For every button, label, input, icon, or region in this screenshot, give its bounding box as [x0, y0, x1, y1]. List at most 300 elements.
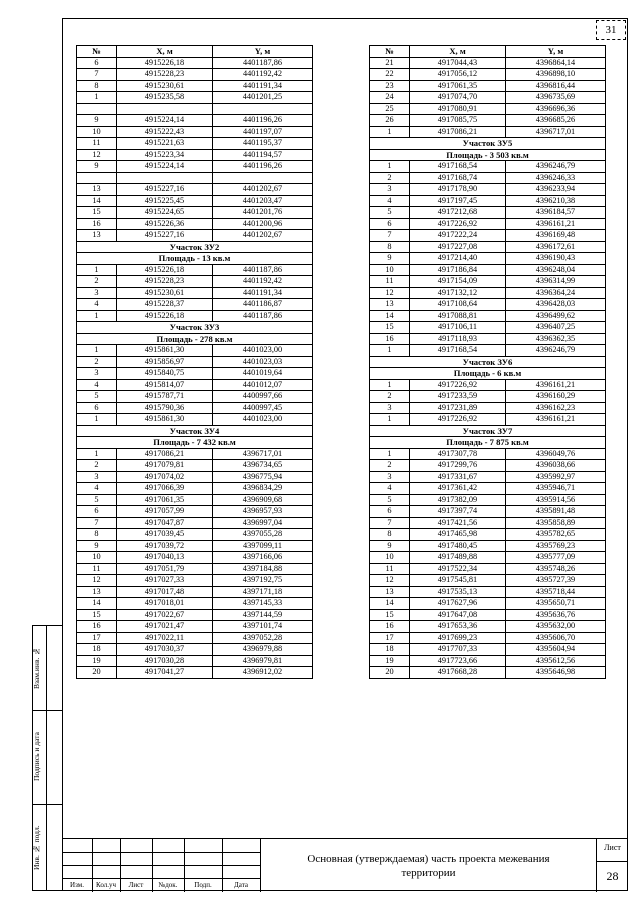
point-number-cell: 15 [77, 609, 117, 621]
table-row [77, 483, 313, 495]
x-coord-cell: 4917707,33 [410, 644, 506, 656]
x-coord-cell: 4915224,14 [117, 115, 213, 127]
sheet-box [596, 839, 628, 892]
section-row [370, 149, 606, 161]
table-row [77, 529, 313, 541]
x-coord-cell: 4917212,68 [410, 207, 506, 219]
x-coord-cell: 4915230,61 [117, 287, 213, 299]
y-coord-cell: 4401023,00 [213, 414, 313, 426]
y-coord-cell: 4396364,24 [506, 287, 606, 299]
x-coord-cell: 4917022,11 [117, 632, 213, 644]
table-row [77, 621, 313, 633]
y-coord-cell: 4396997,04 [213, 517, 313, 529]
y-coord-cell: 4401186,87 [213, 299, 313, 311]
x-coord-cell: 4915225,45 [117, 195, 213, 207]
y-coord-cell: 4397184,88 [213, 563, 313, 575]
table-row [77, 80, 313, 92]
table-row [77, 92, 313, 104]
x-coord-cell: 4917545,81 [410, 575, 506, 587]
table-row [77, 517, 313, 529]
point-number-cell: 4 [77, 483, 117, 495]
y-coord-cell: 4396912,02 [213, 667, 313, 679]
y-coord-cell: 4400997,66 [213, 391, 313, 403]
table-row [77, 414, 313, 426]
y-coord-cell: 4395777,09 [506, 552, 606, 564]
table-row [370, 586, 606, 598]
table-body-right [370, 57, 606, 678]
point-number-cell: 13 [370, 586, 410, 598]
coords-table-right [369, 45, 606, 679]
section-heading: Площадь - 3 503 кв.м [370, 149, 606, 161]
point-number-cell: 9 [77, 540, 117, 552]
x-coord-cell: 4917085,75 [410, 115, 506, 127]
point-number-cell: 10 [77, 126, 117, 138]
x-coord-cell: 4917118,93 [410, 333, 506, 345]
x-coord-cell: 4917186,84 [410, 264, 506, 276]
table-row [77, 368, 313, 380]
col-label: №док. [158, 881, 178, 889]
table-row [77, 161, 313, 173]
y-coord-cell: 4401195,37 [213, 138, 313, 150]
section-row [370, 437, 606, 449]
table-row [77, 391, 313, 403]
table-row [370, 184, 606, 196]
x-coord-cell: 4917627,96 [410, 598, 506, 610]
section-heading: Площадь - 7 875 кв.м [370, 437, 606, 449]
x-coord-cell [117, 103, 213, 115]
y-coord-cell: 4395646,98 [506, 667, 606, 679]
x-coord-cell: 4917307,78 [410, 448, 506, 460]
x-coord-cell: 4917331,67 [410, 471, 506, 483]
table-row [370, 287, 606, 299]
y-coord-cell: 4401192,42 [213, 276, 313, 288]
table-row [370, 57, 606, 69]
y-coord-cell: 4401019,64 [213, 368, 313, 380]
y-coord-cell: 4395946,71 [506, 483, 606, 495]
table-row [77, 460, 313, 472]
point-number-cell: 9 [77, 161, 117, 173]
y-coord-cell: 4397099,11 [213, 540, 313, 552]
y-coord-cell: 4396717,01 [213, 448, 313, 460]
point-number-cell: 16 [370, 621, 410, 633]
table-row [370, 632, 606, 644]
x-coord-cell [117, 172, 213, 184]
x-coord-cell: 4917226,92 [410, 414, 506, 426]
x-coord-cell: 4915223,34 [117, 149, 213, 161]
x-coord-cell: 4917086,21 [410, 126, 506, 138]
x-coord-cell: 4915228,23 [117, 276, 213, 288]
x-coord-cell: 4917480,45 [410, 540, 506, 552]
y-coord-cell: 4396717,01 [506, 126, 606, 138]
x-coord-cell: 4917231,89 [410, 402, 506, 414]
table-row [77, 379, 313, 391]
sheet-label: Лист [604, 843, 621, 852]
y-coord-cell [213, 103, 313, 115]
point-number-cell: 18 [77, 644, 117, 656]
y-coord-cell: 4396246,79 [506, 161, 606, 173]
section-row [370, 356, 606, 368]
point-number-cell: 1 [77, 448, 117, 460]
y-coord-cell: 4396816,44 [506, 80, 606, 92]
point-number-cell: 6 [370, 218, 410, 230]
y-coord-cell: 4401196,26 [213, 115, 313, 127]
title-block [62, 838, 628, 891]
side-stamp [32, 625, 62, 891]
y-coord-cell: 4401192,42 [213, 69, 313, 81]
y-coord-cell: 4397101,74 [213, 621, 313, 633]
point-number-cell: 9 [77, 115, 117, 127]
table-row [77, 345, 313, 357]
x-coord-cell: 4917041,27 [117, 667, 213, 679]
point-number-cell: 13 [77, 586, 117, 598]
point-number-cell: 2 [77, 276, 117, 288]
y-coord-cell: 4395636,76 [506, 609, 606, 621]
x-coord-cell: 4917039,72 [117, 540, 213, 552]
table-row [370, 92, 606, 104]
title-block-grid [62, 839, 260, 892]
table-row [370, 241, 606, 253]
point-number-cell: 6 [77, 57, 117, 69]
table-row [77, 207, 313, 219]
table-row [370, 598, 606, 610]
table-row [370, 230, 606, 242]
point-number-cell: 8 [77, 80, 117, 92]
x-coord-cell: 4915230,61 [117, 80, 213, 92]
table-row [370, 276, 606, 288]
x-coord-cell: 4917168,54 [410, 345, 506, 357]
y-coord-cell: 4396734,65 [213, 460, 313, 472]
point-number-cell: 1 [370, 448, 410, 460]
y-coord-cell [213, 172, 313, 184]
table-row [77, 172, 313, 184]
y-coord-cell: 4396834,29 [213, 483, 313, 495]
x-coord-cell: 4915224,14 [117, 161, 213, 173]
table-row [77, 575, 313, 587]
table-row [370, 540, 606, 552]
x-coord-cell: 4917017,48 [117, 586, 213, 598]
table-row [77, 69, 313, 81]
y-coord-cell: 4395718,44 [506, 586, 606, 598]
section-heading: Участок ЗУ6 [370, 356, 606, 368]
point-number-cell: 10 [77, 552, 117, 564]
y-coord-cell: 4396169,48 [506, 230, 606, 242]
x-coord-cell: 4917178,90 [410, 184, 506, 196]
section-heading: Участок ЗУ5 [370, 138, 606, 150]
y-coord-cell: 4396864,14 [506, 57, 606, 69]
point-number-cell: 12 [77, 149, 117, 161]
y-coord-cell: 4396162,23 [506, 402, 606, 414]
y-coord-cell: 4396210,38 [506, 195, 606, 207]
table-row [370, 310, 606, 322]
point-number-cell: 3 [77, 471, 117, 483]
y-coord-cell: 4395858,89 [506, 517, 606, 529]
y-coord-cell: 4401196,26 [213, 161, 313, 173]
table-row [77, 598, 313, 610]
point-number-cell: 12 [370, 287, 410, 299]
x-coord-cell: 4917227,08 [410, 241, 506, 253]
y-coord-cell: 4397055,28 [213, 529, 313, 541]
y-coord-cell: 4395612,56 [506, 655, 606, 667]
x-coord-cell: 4917382,09 [410, 494, 506, 506]
x-coord-cell: 4915787,71 [117, 391, 213, 403]
x-coord-cell: 4917214,40 [410, 253, 506, 265]
y-coord-cell: 4396957,93 [213, 506, 313, 518]
y-coord-cell: 4395782,65 [506, 529, 606, 541]
point-number-cell: 17 [77, 632, 117, 644]
y-coord-cell: 4396049,76 [506, 448, 606, 460]
table-row [77, 184, 313, 196]
y-coord-cell: 4395606,70 [506, 632, 606, 644]
point-number-cell: 8 [77, 529, 117, 541]
table-row [370, 402, 606, 414]
y-coord-cell: 4397144,59 [213, 609, 313, 621]
table-row [370, 345, 606, 357]
table-row [370, 253, 606, 265]
x-coord-cell: 4917222,24 [410, 230, 506, 242]
table-row [370, 299, 606, 311]
point-number-cell: 2 [370, 391, 410, 403]
y-coord-cell: 4396735,69 [506, 92, 606, 104]
y-coord-cell: 4396161,21 [506, 379, 606, 391]
y-coord-cell: 4400997,45 [213, 402, 313, 414]
table-row [77, 230, 313, 242]
y-coord-cell: 4395727,39 [506, 575, 606, 587]
col-label: Изм. [70, 881, 84, 889]
table-row [370, 575, 606, 587]
point-number-cell: 7 [77, 517, 117, 529]
x-coord-cell: 4915222,43 [117, 126, 213, 138]
point-number-cell: 4 [370, 195, 410, 207]
point-number-cell: 16 [370, 333, 410, 345]
table-row [77, 218, 313, 230]
section-heading: Площадь - 13 кв.м [77, 253, 313, 265]
y-coord-cell: 4401200,96 [213, 218, 313, 230]
table-row [370, 333, 606, 345]
table-row [77, 57, 313, 69]
point-number-cell: 13 [77, 230, 117, 242]
section-heading: Площадь - 278 кв.м [77, 333, 313, 345]
point-number-cell: 10 [370, 264, 410, 276]
y-coord-cell: 4396190,43 [506, 253, 606, 265]
table-row [77, 632, 313, 644]
table-row [370, 563, 606, 575]
x-coord-cell: 4917421,56 [410, 517, 506, 529]
x-coord-cell: 4915235,58 [117, 92, 213, 104]
point-number-cell: 2 [77, 356, 117, 368]
table-row [370, 529, 606, 541]
x-coord-cell: 4917106,11 [410, 322, 506, 334]
header-y: Y, м [506, 46, 606, 58]
sheet-number: 28 [597, 861, 628, 893]
point-number-cell: 22 [370, 69, 410, 81]
x-coord-cell: 4917361,42 [410, 483, 506, 495]
y-coord-cell: 4401187,86 [213, 310, 313, 322]
x-coord-cell: 4915228,37 [117, 299, 213, 311]
y-coord-cell: 4396248,04 [506, 264, 606, 276]
x-coord-cell: 4917030,28 [117, 655, 213, 667]
table-row [370, 379, 606, 391]
header-n: № [370, 46, 410, 58]
point-number-cell: 3 [370, 184, 410, 196]
x-coord-cell: 4917397,74 [410, 506, 506, 518]
side-field-replacement: Взам.инв. № [32, 646, 41, 690]
point-number-cell: 26 [370, 115, 410, 127]
col-label: Подп. [194, 881, 212, 889]
point-number-cell: 5 [370, 207, 410, 219]
point-number-cell: 1 [370, 345, 410, 357]
table-row [77, 540, 313, 552]
table-row [370, 218, 606, 230]
section-heading: Площадь - 6 кв.м [370, 368, 606, 380]
x-coord-cell: 4917074,02 [117, 471, 213, 483]
point-number-cell: 1 [77, 92, 117, 104]
y-coord-cell: 4396161,21 [506, 218, 606, 230]
table-row [370, 80, 606, 92]
table-row [370, 644, 606, 656]
y-coord-cell: 4396775,94 [213, 471, 313, 483]
section-row [370, 138, 606, 150]
x-coord-cell: 4915226,18 [117, 57, 213, 69]
x-coord-cell: 4915221,63 [117, 138, 213, 150]
table-row [370, 621, 606, 633]
y-coord-cell: 4401201,25 [213, 92, 313, 104]
x-coord-cell: 4917647,08 [410, 609, 506, 621]
x-coord-cell: 4917030,37 [117, 644, 213, 656]
y-coord-cell: 4395650,71 [506, 598, 606, 610]
x-coord-cell: 4917057,99 [117, 506, 213, 518]
y-coord-cell: 4395632,00 [506, 621, 606, 633]
y-coord-cell: 4401187,86 [213, 264, 313, 276]
point-number-cell: 4 [370, 483, 410, 495]
point-number-cell: 9 [370, 540, 410, 552]
y-coord-cell: 4401202,67 [213, 230, 313, 242]
x-coord-cell: 4917040,13 [117, 552, 213, 564]
table-row [77, 471, 313, 483]
y-coord-cell: 4396314,99 [506, 276, 606, 288]
point-number-cell: 13 [370, 299, 410, 311]
point-number-cell: 1 [370, 126, 410, 138]
col-label: Лист [128, 881, 144, 889]
y-coord-cell: 4396160,29 [506, 391, 606, 403]
header-y: Y, м [213, 46, 313, 58]
table-row [370, 667, 606, 679]
y-coord-cell: 4401191,34 [213, 80, 313, 92]
table-row [370, 69, 606, 81]
y-coord-cell: 4396428,03 [506, 299, 606, 311]
section-heading: Участок ЗУ2 [77, 241, 313, 253]
y-coord-cell: 4401201,76 [213, 207, 313, 219]
x-coord-cell: 4917723,66 [410, 655, 506, 667]
table-header [370, 46, 606, 58]
y-coord-cell: 4397166,06 [213, 552, 313, 564]
x-coord-cell: 4917079,81 [117, 460, 213, 472]
point-number-cell: 8 [370, 529, 410, 541]
x-coord-cell: 4917061,35 [117, 494, 213, 506]
point-number-cell: 1 [77, 264, 117, 276]
point-number-cell: 1 [77, 345, 117, 357]
point-number-cell: 7 [77, 69, 117, 81]
point-number-cell: 10 [370, 552, 410, 564]
x-coord-cell: 4915227,16 [117, 230, 213, 242]
y-coord-cell: 4401012,07 [213, 379, 313, 391]
x-coord-cell: 4915861,30 [117, 414, 213, 426]
table-row [77, 103, 313, 115]
point-number-cell: 7 [370, 230, 410, 242]
table-row [77, 506, 313, 518]
x-coord-cell: 4915861,30 [117, 345, 213, 357]
y-coord-cell: 4395769,23 [506, 540, 606, 552]
table-row [370, 471, 606, 483]
col-label: Дата [234, 881, 248, 889]
point-number-cell: 20 [370, 667, 410, 679]
section-heading: Участок ЗУ4 [77, 425, 313, 437]
table-row [370, 483, 606, 495]
table-row [370, 448, 606, 460]
point-number-cell: 7 [370, 517, 410, 529]
x-coord-cell: 4917168,54 [410, 161, 506, 173]
table-row [370, 207, 606, 219]
table-row [370, 414, 606, 426]
table-body-left [77, 57, 313, 678]
point-number-cell: 5 [370, 494, 410, 506]
x-coord-cell: 4915228,23 [117, 69, 213, 81]
point-number-cell: 9 [370, 253, 410, 265]
table-row [370, 391, 606, 403]
point-number-cell: 21 [370, 57, 410, 69]
y-coord-cell: 4396685,26 [506, 115, 606, 127]
table-row [370, 195, 606, 207]
point-number-cell: 14 [77, 195, 117, 207]
table-row [370, 115, 606, 127]
table-row [77, 115, 313, 127]
point-number-cell [77, 103, 117, 115]
x-coord-cell: 4917074,70 [410, 92, 506, 104]
x-coord-cell: 4917226,92 [410, 218, 506, 230]
y-coord-cell: 4396172,61 [506, 241, 606, 253]
x-coord-cell: 4917086,21 [117, 448, 213, 460]
point-number-cell: 6 [370, 506, 410, 518]
table-row [370, 264, 606, 276]
section-row [77, 437, 313, 449]
table-row [77, 149, 313, 161]
y-coord-cell: 4401023,03 [213, 356, 313, 368]
x-coord-cell: 4917699,23 [410, 632, 506, 644]
y-coord-cell: 4396362,35 [506, 333, 606, 345]
y-coord-cell: 4401203,47 [213, 195, 313, 207]
x-coord-cell: 4917039,45 [117, 529, 213, 541]
x-coord-cell: 4917668,28 [410, 667, 506, 679]
table-row [77, 448, 313, 460]
coords-table-left [76, 45, 313, 679]
table-row [77, 552, 313, 564]
table-row [370, 322, 606, 334]
x-coord-cell: 4917066,39 [117, 483, 213, 495]
y-coord-cell: 4401197,07 [213, 126, 313, 138]
document-title: Основная (утверждаемая) часть проекта межевания территории [260, 839, 596, 892]
x-coord-cell: 4917088,81 [410, 310, 506, 322]
y-coord-cell: 4396979,88 [213, 644, 313, 656]
table-row [370, 506, 606, 518]
point-number-cell: 14 [77, 598, 117, 610]
point-number-cell: 11 [77, 563, 117, 575]
point-number-cell: 2 [370, 460, 410, 472]
table-row [370, 494, 606, 506]
table-row [77, 644, 313, 656]
point-number-cell: 4 [77, 379, 117, 391]
point-number-cell: 1 [77, 414, 117, 426]
x-coord-cell: 4915840,75 [117, 368, 213, 380]
point-number-cell: 11 [77, 138, 117, 150]
